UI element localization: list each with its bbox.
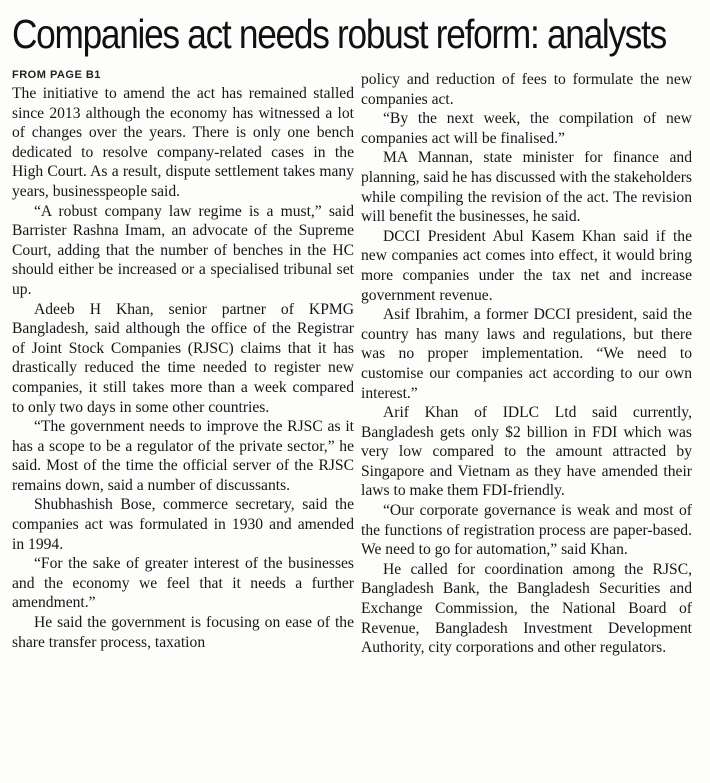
right-column (361, 70, 692, 658)
paragraph: Adeeb H Khan, senior partner of KPMG Bangladesh, said although the office of the Registrar of Joint Stock Companies (RJSC) claims that it has drastically reduced the time needed to register new companies, it still takes more than a week compared to only two days in some other countries. (12, 300, 354, 416)
paragraph: “A robust company law regime is a must,” said Barrister Rashna Imam, an advocate of the Supreme Court, adding that the number of benches in the HC should either be increased or a specialised tribunal set up. (12, 202, 354, 298)
paragraph: Arif Khan of IDLC Ltd said currently, Bangladesh gets only $2 billion in FDI which was very low compared to the amount attracted by Singapore and Vietnam as they have amended their laws to make them FDI-friendly. (361, 404, 692, 500)
continued-from-label: FROM PAGE B1 (12, 69, 101, 81)
paragraph: Shubhashish Bose, commerce secretary, said the companies act was formulated in 1930 and amended in 1994. (12, 496, 354, 553)
headline: Companies act needs robust reform: analysts (12, 11, 666, 57)
left-column (12, 66, 354, 652)
paragraph: He called for coordination among the RJSC, Bangladesh Bank, the Bangladesh Securities and Exchange Commission, the National Board of Revenue, Bangladesh Investment Development Authority, city corporations and other regulators. (361, 560, 692, 657)
paragraph: DCCI President Abul Kasem Khan said if the new companies act comes into effect, it would bring more companies under the tax net and increase government revenue. (361, 227, 692, 304)
paragraph: “Our corporate governance is weak and most of the functions of registration process are paper-based. We need to go for automation,” said Khan. (361, 502, 692, 559)
paragraph: He said the government is focusing on ease of the share transfer process, taxation (12, 614, 354, 651)
paragraph: Asif Ibrahim, a former DCCI president, said the country has many laws and regulations, but there was no proper implementation. “We need to customise our companies act according to our own interest.” (361, 306, 692, 402)
paragraph: “For the sake of greater interest of the businesses and the economy we feel that it needs a further amendment.” (12, 555, 354, 612)
paragraph: The initiative to amend the act has remained stalled since 2013 although the economy has witnessed a lot of changes over the years. There is only one bench dedicated to resolve company-related cases in the High Court. As a result, dispute settlement takes many years, businesspeople said. (12, 85, 354, 200)
paragraph: MA Mannan, state minister for finance and planning, said he has discussed with the stakeholders while compiling the revision of the act. The revision will benefit the businesses, he said. (361, 149, 692, 226)
paragraph: “By the next week, the compilation of new companies act will be finalised.” (361, 110, 692, 147)
paragraph: policy and reduction of fees to formulate the new companies act. (361, 71, 692, 108)
column-divider (355, 70, 356, 770)
paragraph: “The government needs to improve the RJSC as it has a scope to be a regulator of the private sector,” he said. Most of the time the official server of the RJSC remains down, said a number of discussants. (12, 418, 354, 494)
